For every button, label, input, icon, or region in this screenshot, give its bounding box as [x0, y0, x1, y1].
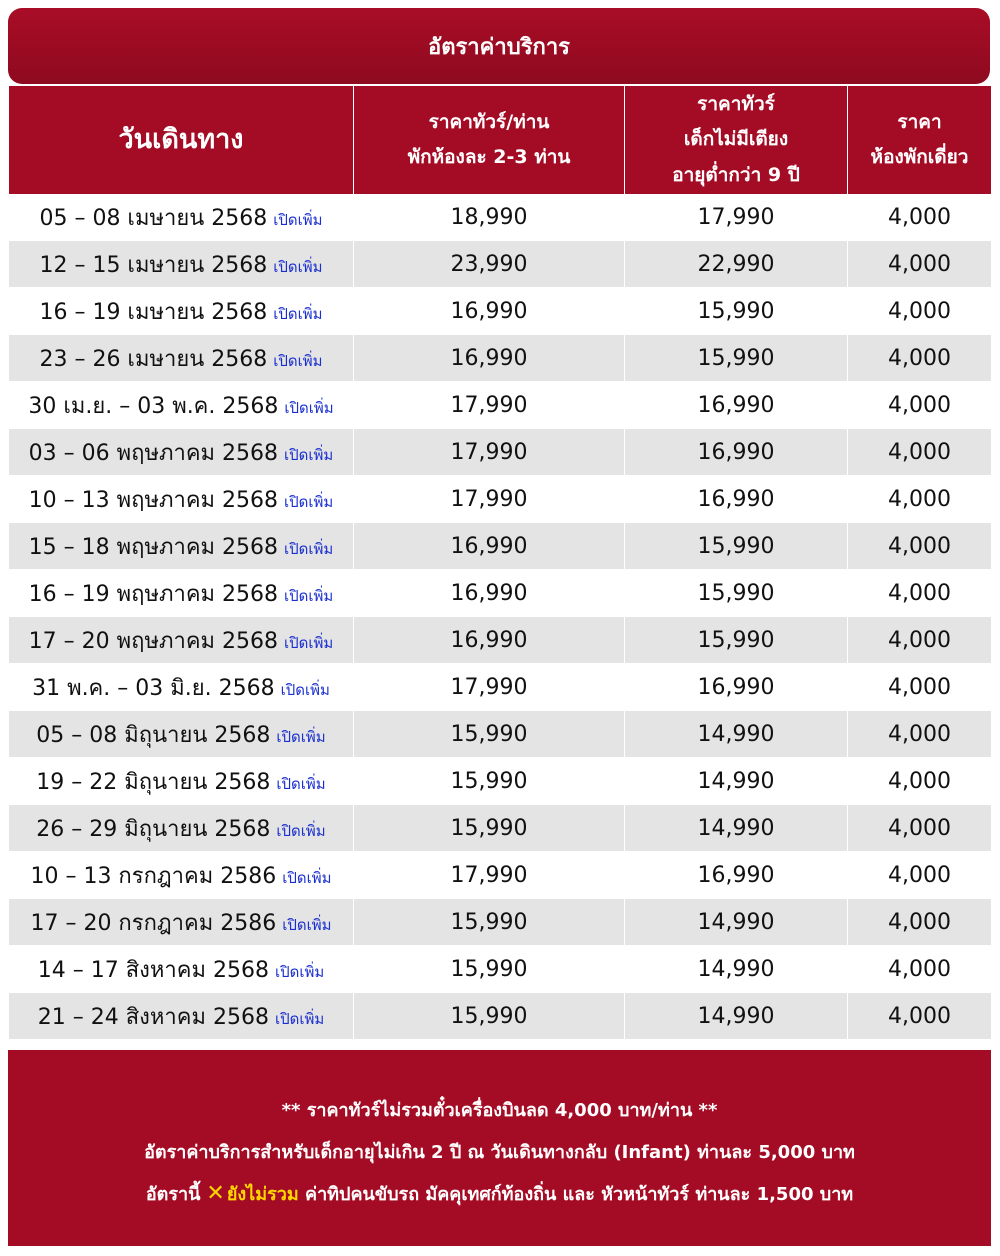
cell-travel-date: [9, 899, 354, 946]
open-more-badge: เปิดเพิ่ม: [284, 586, 334, 605]
cell-child-price: 14,990: [625, 711, 848, 758]
table-row: [9, 711, 992, 758]
open-more-badge: เปิดเพิ่ม: [284, 445, 334, 464]
open-more-badge: เปิดเพิ่ม: [282, 868, 332, 887]
open-more-badge: เปิดเพิ่ม: [273, 210, 323, 229]
open-more-badge: เปิดเพิ่ม: [276, 821, 326, 840]
header-adult-line: ราคาทัวร์/ท่าน: [428, 110, 550, 133]
table-row: [9, 570, 992, 617]
table-row: [9, 758, 992, 805]
table-body: [9, 194, 992, 1040]
open-more-badge: เปิดเพิ่ม: [276, 774, 326, 793]
cell-adult-price: 16,990: [354, 288, 625, 335]
cell-single-room-price: 4,000: [848, 805, 992, 852]
cell-single-room-price: 4,000: [848, 993, 992, 1040]
cell-adult-price: 16,990: [354, 523, 625, 570]
cell-adult-price: 15,990: [354, 899, 625, 946]
cell-single-room-price: 4,000: [848, 523, 992, 570]
table-row: [9, 946, 992, 993]
cell-child-price: 15,990: [625, 335, 848, 382]
header-child-price: [625, 86, 848, 194]
cell-single-room-price: 4,000: [848, 946, 992, 993]
header-single-line: ราคา: [897, 110, 942, 133]
travel-date-text: 16 – 19 พฤษภาคม 2568: [28, 581, 279, 607]
cell-single-room-price: 4,000: [848, 476, 992, 523]
header-adult-line: พักห้องละ 2-3 ท่าน: [407, 146, 571, 168]
cell-child-price: 16,990: [625, 382, 848, 429]
note-flight-discount: ** ราคาทัวร์ไม่รวมตั๋วเครื่องบินลด 4,000 บาท/ท่าน **: [281, 1099, 718, 1121]
cell-single-room-price: 4,000: [848, 664, 992, 711]
table-row: [9, 852, 992, 899]
note-exclusions-prefix: อัตรานี้: [145, 1183, 201, 1205]
table-row: [9, 241, 992, 288]
cell-adult-price: 17,990: [354, 852, 625, 899]
travel-date-text: 26 – 29 มิถุนายน 2568: [36, 816, 271, 842]
header-single-line: ห้องพักเดี่ยว: [870, 146, 969, 168]
open-more-badge: เปิดเพิ่ม: [276, 727, 326, 746]
cell-child-price: 22,990: [625, 241, 848, 288]
open-more-badge: เปิดเพิ่ม: [284, 633, 334, 652]
cell-single-room-price: 4,000: [848, 429, 992, 476]
cell-travel-date: [9, 852, 354, 899]
header-travel-date: วันเดินทาง: [9, 86, 354, 194]
cell-single-room-price: 4,000: [848, 617, 992, 664]
travel-date-text: 05 – 08 มิถุนายน 2568: [36, 722, 271, 748]
table-row: [9, 899, 992, 946]
travel-date-text: 17 – 20 กรกฎาคม 2586: [30, 910, 277, 936]
cell-child-price: 16,990: [625, 664, 848, 711]
cell-child-price: 14,990: [625, 899, 848, 946]
travel-date-text: 05 – 08 เมษายน 2568: [39, 205, 268, 231]
table-row: [9, 194, 992, 241]
cell-child-price: 14,990: [625, 946, 848, 993]
open-more-badge: เปิดเพิ่ม: [273, 304, 323, 323]
travel-date-text: 03 – 06 พฤษภาคม 2568: [28, 440, 279, 466]
cell-child-price: 14,990: [625, 758, 848, 805]
cell-travel-date: [9, 241, 354, 288]
header-single-room: [848, 86, 992, 194]
cell-travel-date: [9, 288, 354, 335]
cell-single-room-price: 4,000: [848, 711, 992, 758]
travel-date-text: 21 – 24 สิงหาคม 2568: [37, 1004, 269, 1030]
cell-adult-price: 18,990: [354, 194, 625, 241]
travel-date-text: 17 – 20 พฤษภาคม 2568: [28, 628, 279, 654]
page-title: อัตราค่าบริการ: [8, 8, 990, 84]
cell-travel-date: [9, 946, 354, 993]
cell-travel-date: [9, 523, 354, 570]
open-more-badge: เปิดเพิ่ม: [284, 539, 334, 558]
table-header-row: [9, 86, 992, 194]
travel-date-text: 10 – 13 กรกฎาคม 2586: [30, 863, 277, 889]
cell-adult-price: 15,990: [354, 946, 625, 993]
header-child-line: ราคาทัวร์: [697, 93, 775, 116]
cell-single-room-price: 4,000: [848, 852, 992, 899]
travel-date-text: 31 พ.ค. – 03 มิ.ย. 2568: [32, 675, 275, 701]
header-adult-price: [354, 86, 625, 194]
table-row: [9, 382, 992, 429]
cell-travel-date: [9, 335, 354, 382]
note-exclusions-suffix: ค่าทิปคนขับรถ มัคคุเทศก์ท้องถิ่น และ หัวหน้าทัวร์ ท่านละ 1,500 บาท: [305, 1183, 854, 1205]
cell-single-room-price: 4,000: [848, 570, 992, 617]
cell-travel-date: [9, 382, 354, 429]
cell-child-price: 15,990: [625, 523, 848, 570]
table-row: [9, 664, 992, 711]
cell-travel-date: [9, 476, 354, 523]
cell-child-price: 14,990: [625, 993, 848, 1040]
cell-travel-date: [9, 429, 354, 476]
cell-adult-price: 15,990: [354, 805, 625, 852]
cell-travel-date: [9, 805, 354, 852]
cell-travel-date: [9, 664, 354, 711]
open-more-badge: เปิดเพิ่ม: [273, 351, 323, 370]
travel-date-text: 15 – 18 พฤษภาคม 2568: [28, 534, 279, 560]
cell-single-room-price: 4,000: [848, 288, 992, 335]
cell-child-price: 15,990: [625, 288, 848, 335]
cell-adult-price: 16,990: [354, 335, 625, 382]
cell-travel-date: [9, 711, 354, 758]
travel-date-text: 30 เม.ย. – 03 พ.ค. 2568: [28, 393, 279, 419]
table-row: [9, 288, 992, 335]
header-child-line: อายุต่ำกว่า 9 ปี: [672, 163, 800, 186]
table-row: [9, 335, 992, 382]
cell-adult-price: 15,990: [354, 711, 625, 758]
travel-date-text: 12 – 15 เมษายน 2568: [39, 252, 268, 278]
cell-child-price: 15,990: [625, 570, 848, 617]
cell-child-price: 16,990: [625, 476, 848, 523]
cell-child-price: 15,990: [625, 617, 848, 664]
cell-child-price: 16,990: [625, 852, 848, 899]
open-more-badge: เปิดเพิ่ม: [284, 398, 334, 417]
cell-single-room-price: 4,000: [848, 335, 992, 382]
cell-single-room-price: 4,000: [848, 194, 992, 241]
cross-icon: ✕: [206, 1180, 225, 1206]
travel-date-text: 16 – 19 เมษายน 2568: [39, 299, 268, 325]
table-row: [9, 993, 992, 1040]
cell-adult-price: 17,990: [354, 664, 625, 711]
not-included-label: ยังไม่รวม: [226, 1183, 299, 1205]
cell-adult-price: 15,990: [354, 758, 625, 805]
table-row: [9, 429, 992, 476]
open-more-badge: เปิดเพิ่ม: [274, 1009, 325, 1028]
cell-travel-date: [9, 617, 354, 664]
cell-child-price: 14,990: [625, 805, 848, 852]
cell-travel-date: [9, 570, 354, 617]
table-row: [9, 617, 992, 664]
cell-single-room-price: 4,000: [848, 758, 992, 805]
open-more-badge: เปิดเพิ่ม: [273, 257, 323, 276]
cell-travel-date: [9, 758, 354, 805]
table-row: [9, 805, 992, 852]
cell-adult-price: 17,990: [354, 382, 625, 429]
open-more-badge: เปิดเพิ่ม: [274, 962, 325, 981]
cell-single-room-price: 4,000: [848, 899, 992, 946]
note-exclusions: [146, 1179, 853, 1208]
cell-adult-price: 17,990: [354, 429, 625, 476]
cell-travel-date: [9, 194, 354, 241]
footer-notes: [8, 1050, 991, 1246]
open-more-badge: เปิดเพิ่ม: [282, 915, 332, 934]
header-child-line: เด็กไม่มีเตียง: [683, 128, 789, 151]
open-more-badge: เปิดเพิ่ม: [280, 680, 330, 699]
travel-date-text: 10 – 13 พฤษภาคม 2568: [28, 487, 279, 513]
travel-date-text: 23 – 26 เมษายน 2568: [39, 346, 268, 372]
open-more-badge: เปิดเพิ่ม: [284, 492, 334, 511]
cell-adult-price: 23,990: [354, 241, 625, 288]
cell-child-price: 16,990: [625, 429, 848, 476]
table-row: [9, 476, 992, 523]
note-infant-rate: อัตราค่าบริการสำหรับเด็กอายุไม่เกิน 2 ปี ณ วันเดินทางกลับ (Infant) ท่านละ 5,000 บาท: [144, 1141, 855, 1163]
price-table: [8, 86, 992, 1040]
cell-adult-price: 16,990: [354, 570, 625, 617]
cell-travel-date: [9, 993, 354, 1040]
travel-date-text: 14 – 17 สิงหาคม 2568: [37, 957, 269, 983]
cell-child-price: 17,990: [625, 194, 848, 241]
table-row: [9, 523, 992, 570]
cell-adult-price: 17,990: [354, 476, 625, 523]
cell-single-room-price: 4,000: [848, 382, 992, 429]
cell-single-room-price: 4,000: [848, 241, 992, 288]
cell-adult-price: 16,990: [354, 617, 625, 664]
cell-adult-price: 15,990: [354, 993, 625, 1040]
travel-date-text: 19 – 22 มิถุนายน 2568: [36, 769, 271, 795]
